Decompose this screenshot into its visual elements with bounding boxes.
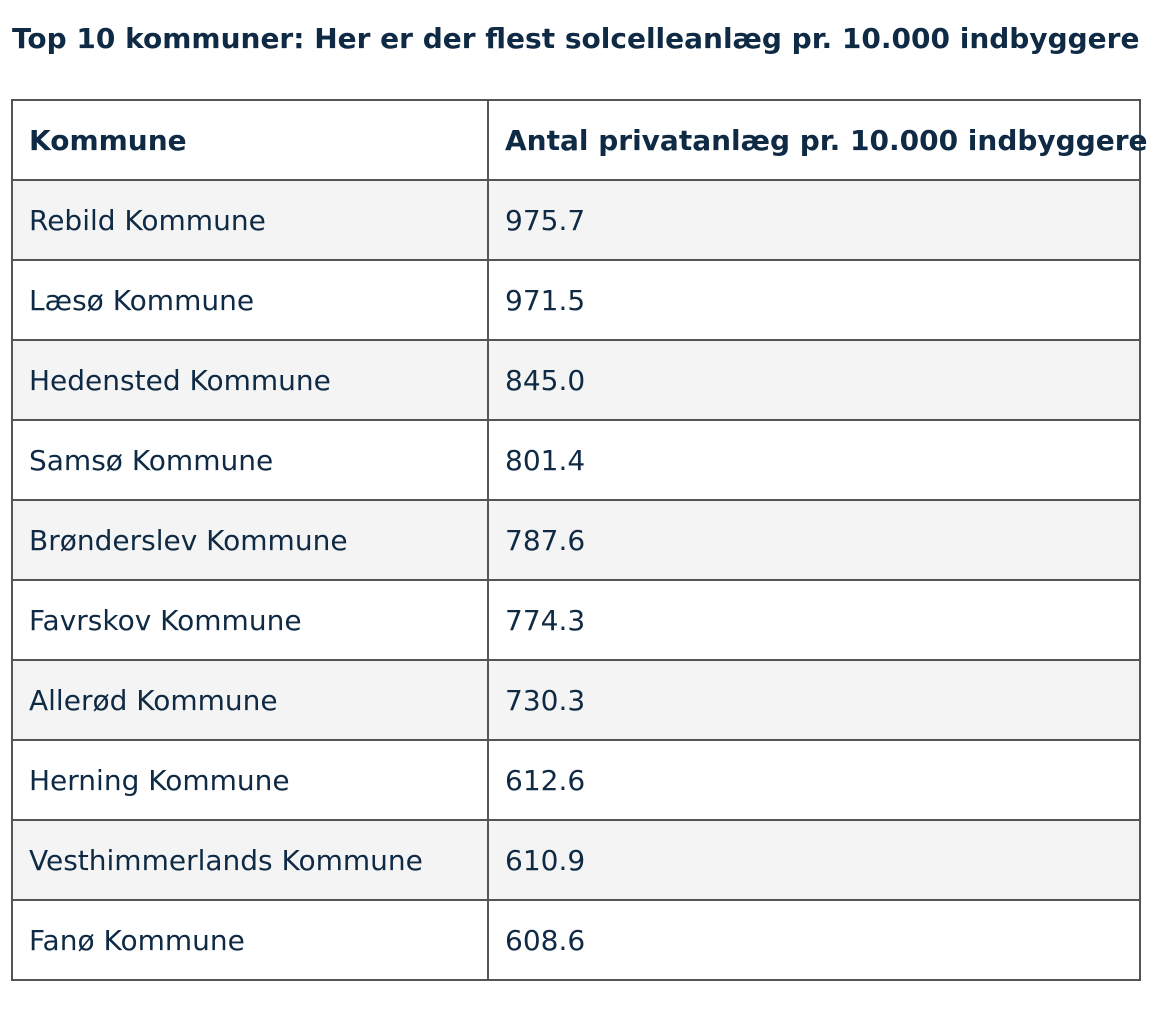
cell-antal: 971.5 [488,260,1140,340]
cell-antal: 787.6 [488,500,1140,580]
cell-kommune: Fanø Kommune [12,900,488,980]
column-header-antal: Antal privatanlæg pr. 10.000 indbyggere [488,100,1140,180]
data-table [11,99,1148,981]
cell-antal: 845.0 [488,340,1140,420]
table-row [12,580,1140,660]
cell-kommune: Samsø Kommune [12,420,488,500]
cell-antal: 612.6 [488,740,1140,820]
cell-antal: 801.4 [488,420,1140,500]
cell-antal: 730.3 [488,660,1140,740]
cell-kommune: Herning Kommune [12,740,488,820]
table-row [12,820,1140,900]
table-body [12,180,1140,980]
table-row [12,180,1140,260]
cell-kommune: Vesthimmerlands Kommune [12,820,488,900]
cell-kommune: Læsø Kommune [12,260,488,340]
table-header-row [12,100,1140,180]
table-row [12,660,1140,740]
table-row [12,900,1140,980]
table-row [12,500,1140,580]
cell-kommune: Rebild Kommune [12,180,488,260]
page-title: Top 10 kommuner: Her er der flest solcelleanlæg pr. 10.000 indbyggere [12,22,1140,55]
cell-kommune: Allerød Kommune [12,660,488,740]
cell-kommune: Brønderslev Kommune [12,500,488,580]
column-header-kommune: Kommune [12,100,488,180]
cell-antal: 975.7 [488,180,1140,260]
table-row [12,340,1140,420]
cell-antal: 608.6 [488,900,1140,980]
table-row [12,420,1140,500]
cell-kommune: Favrskov Kommune [12,580,488,660]
cell-antal: 774.3 [488,580,1140,660]
cell-antal: 610.9 [488,820,1140,900]
table-row [12,260,1140,340]
table-header [12,100,1148,180]
cell-kommune: Hedensted Kommune [12,340,488,420]
table-row [12,740,1140,820]
